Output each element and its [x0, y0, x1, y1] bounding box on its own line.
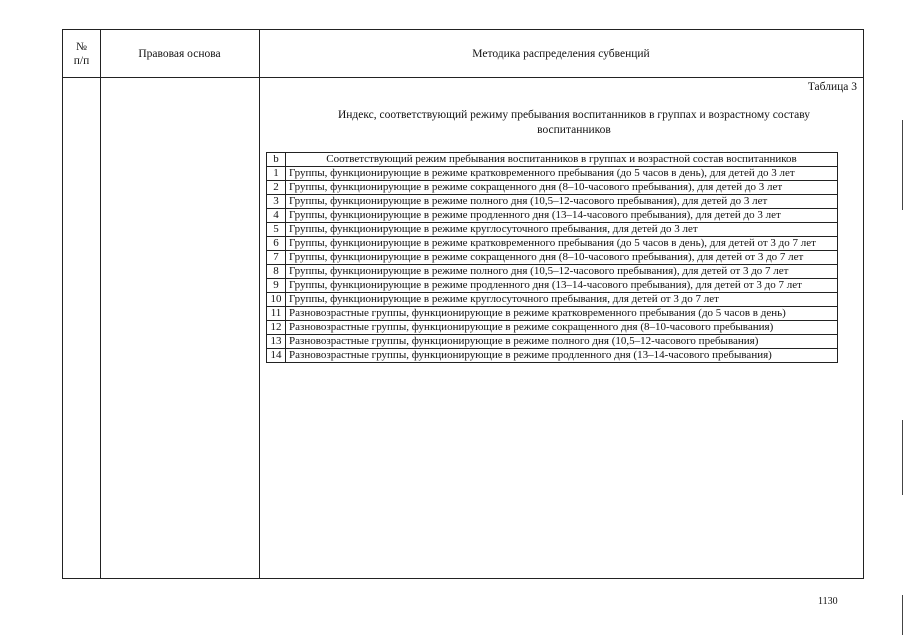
table-row: [267, 167, 838, 181]
table-row: [267, 293, 838, 307]
scan-edge-mark: [902, 595, 903, 635]
row-description-cell: Группы, функционирующие в режиме полного дня (10,5–12-часового пребывания), для детей от 3 до 7 лет: [286, 265, 838, 279]
header-number: № п/п: [73, 41, 90, 67]
row-index-cell: 10: [267, 293, 286, 307]
index-table-header: [267, 153, 838, 167]
header-legal-basis: Правовая основа: [138, 48, 221, 60]
row-index-cell: 9: [267, 279, 286, 293]
row-index-cell: 7: [267, 251, 286, 265]
table-caption: Таблица 3: [807, 81, 857, 93]
row-index-cell: 13: [267, 335, 286, 349]
row-index-cell: 11: [267, 307, 286, 321]
index-title: Индекс, соответствующий режиму пребывания воспитанников в группах и возрастному составу воспитанников: [337, 109, 811, 136]
row-description-cell: Разновозрастные группы, функционирующие в режиме продленного дня (13–14-часового пребывания): [286, 349, 838, 363]
row-description-cell: Группы, функционирующие в режиме сокращенного дня (8–10-часового пребывания), для детей до 3 лет: [286, 181, 838, 195]
header-index-cell: b: [267, 153, 286, 167]
table-row: [267, 181, 838, 195]
row-description-cell: Группы, функционирующие в режиме круглосуточного пребывания, для детей от 3 до 7 лет: [286, 293, 838, 307]
row-description-cell: Группы, функционирующие в режиме кратковременного пребывания (до 5 часов в день), для детей от 3 до 7 лет: [286, 237, 838, 251]
row-index-cell: 14: [267, 349, 286, 363]
index-table: [266, 152, 838, 363]
row-description-cell: Группы, функционирующие в режиме продленного дня (13–14-часового пребывания), для детей до 3 лет: [286, 209, 838, 223]
row-index-cell: 8: [267, 265, 286, 279]
row-index-cell: 6: [267, 237, 286, 251]
row-description-cell: Разновозрастные группы, функционирующие в режиме сокращенного дня (8–10-часового пребывания): [286, 321, 838, 335]
column-divider: [100, 30, 101, 578]
header-divider: [63, 77, 863, 78]
table-row: [267, 349, 838, 363]
table-row: [267, 265, 838, 279]
table-row: [267, 237, 838, 251]
table-row: [267, 251, 838, 265]
row-description-cell: Группы, функционирующие в режиме сокращенного дня (8–10-часового пребывания), для детей от 3 до 7 лет: [286, 251, 838, 265]
row-description-cell: Группы, функционирующие в режиме продленного дня (13–14-часового пребывания), для детей от 3 до 7 лет: [286, 279, 838, 293]
table-row: [267, 209, 838, 223]
row-index-cell: 2: [267, 181, 286, 195]
row-index-cell: 3: [267, 195, 286, 209]
table-row: [267, 279, 838, 293]
header-methodology: Методика распределения субвенций: [472, 48, 650, 60]
table-row: [267, 335, 838, 349]
scan-edge-mark: [902, 420, 903, 495]
table-row: [267, 321, 838, 335]
row-index-cell: 4: [267, 209, 286, 223]
row-index-cell: 1: [267, 167, 286, 181]
row-description-cell: Группы, функционирующие в режиме круглосуточного пребывания, для детей до 3 лет: [286, 223, 838, 237]
table-row: [267, 307, 838, 321]
page-number: 1130: [818, 596, 838, 607]
column-divider: [259, 30, 260, 578]
row-description-cell: Разновозрастные группы, функционирующие в режиме кратковременного пребывания (до 5 часов в день): [286, 307, 838, 321]
table-row: [267, 195, 838, 209]
row-description-cell: Группы, функционирующие в режиме кратковременного пребывания (до 5 часов в день), для детей до 3 лет: [286, 167, 838, 181]
row-index-cell: 12: [267, 321, 286, 335]
row-index-cell: 5: [267, 223, 286, 237]
row-description-cell: Разновозрастные группы, функционирующие в режиме полного дня (10,5–12-часового пребывания): [286, 335, 838, 349]
table-row: [267, 223, 838, 237]
header-description-cell: Соответствующий режим пребывания воспитанников в группах и возрастной состав воспитанников: [286, 153, 838, 167]
scan-edge-mark: [902, 120, 903, 210]
row-description-cell: Группы, функционирующие в режиме полного дня (10,5–12-часового пребывания), для детей до 3 лет: [286, 195, 838, 209]
